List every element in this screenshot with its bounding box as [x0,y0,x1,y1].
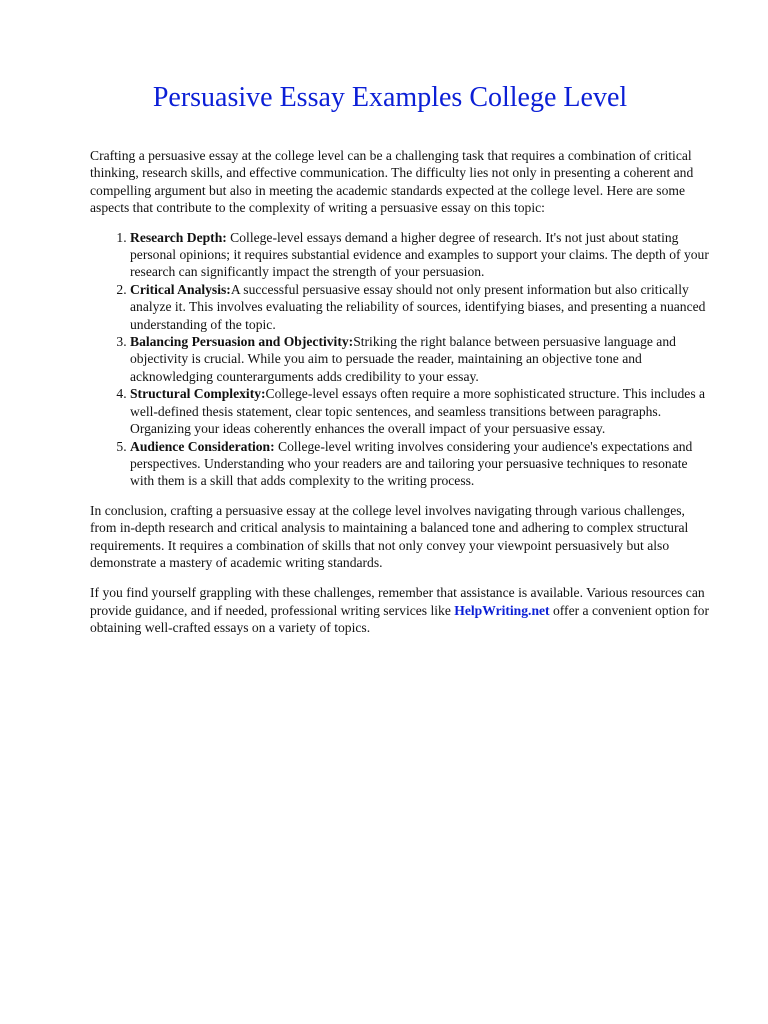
list-item [130,333,712,385]
helpwriting-link[interactable]: HelpWriting.net [454,602,550,618]
list-item [130,281,712,333]
closing-text-before: If you find yourself grappling with these challenges, remember that assistance is available. Various resources can provide guidance, and if needed, professional writing services like [90,585,705,618]
list-item-term: Research Depth: [130,229,227,245]
list-item-text: College-level essays demand a higher degree of research. It's not just about stating personal opinions; it requires substantial evidence and examples to support your claims. The depth of your research can significantly impact the strength of your persuasion. [130,229,709,280]
conclusion-paragraph: In conclusion, crafting a persuasive essay at the college level involves navigating through various challenges, from in-depth research and critical analysis to maintaining a balanced tone and adhering to complex structural requirements. It requires a combination of skills that not only convey your viewpoint persuasively but also demonstrate a mastery of academic writing standards. [90,502,689,570]
list-item-text: Striking the right balance between persuasive language and objectivity is crucial. While you aim to persuade the reader, maintaining an objective tone and acknowledging counterarguments adds credibility to your essay. [130,334,676,384]
list-item-term: Balancing Persuasion and Objectivity: [130,334,354,350]
list-item [130,385,712,437]
list-item [130,229,712,281]
closing-paragraph [90,584,712,636]
list-item [130,438,712,490]
list-item-term: Structural Complexity: [130,386,266,402]
intro-paragraph: Crafting a persuasive essay at the college level can be a challenging task that requires a combination of critical thinking, research skills, and effective communication. The difficulty lies not only in presenting a coherent and compelling argument but also in meeting the academic standards expected at the college level. Here are some aspects that contribute to the complexity of writing a persuasive essay on this topic: [90,148,694,216]
aspects-list [90,229,712,490]
page-title: Persuasive Essay Examples College Level [152,82,628,113]
closing-text-after: offer a convenient option for obtaining well-crafted essays on a variety of topics. [90,602,709,636]
list-item-text: College-level writing involves considering your audience's expectations and perspectives. Understanding who your readers are and tailoring your persuasive techniques to resonate with them is a skill that adds complexity to the writing process. [130,438,693,489]
list-item-term: Audience Consideration: [130,438,275,454]
list-item-text: College-level essays often require a more sophisticated structure. This includes a well-defined thesis statement, clear topic sentences, and seamless transitions between paragraphs. Organizing your ideas coherently enhances the overall impact of your persuasive essay. [130,386,706,437]
list-item-text: A successful persuasive essay should not only present information but also critically analyze it. This involves evaluating the reliability of sources, identifying biases, and presenting a nuanced understanding of the topic. [130,281,706,332]
list-item-term: Critical Analysis: [130,281,231,297]
